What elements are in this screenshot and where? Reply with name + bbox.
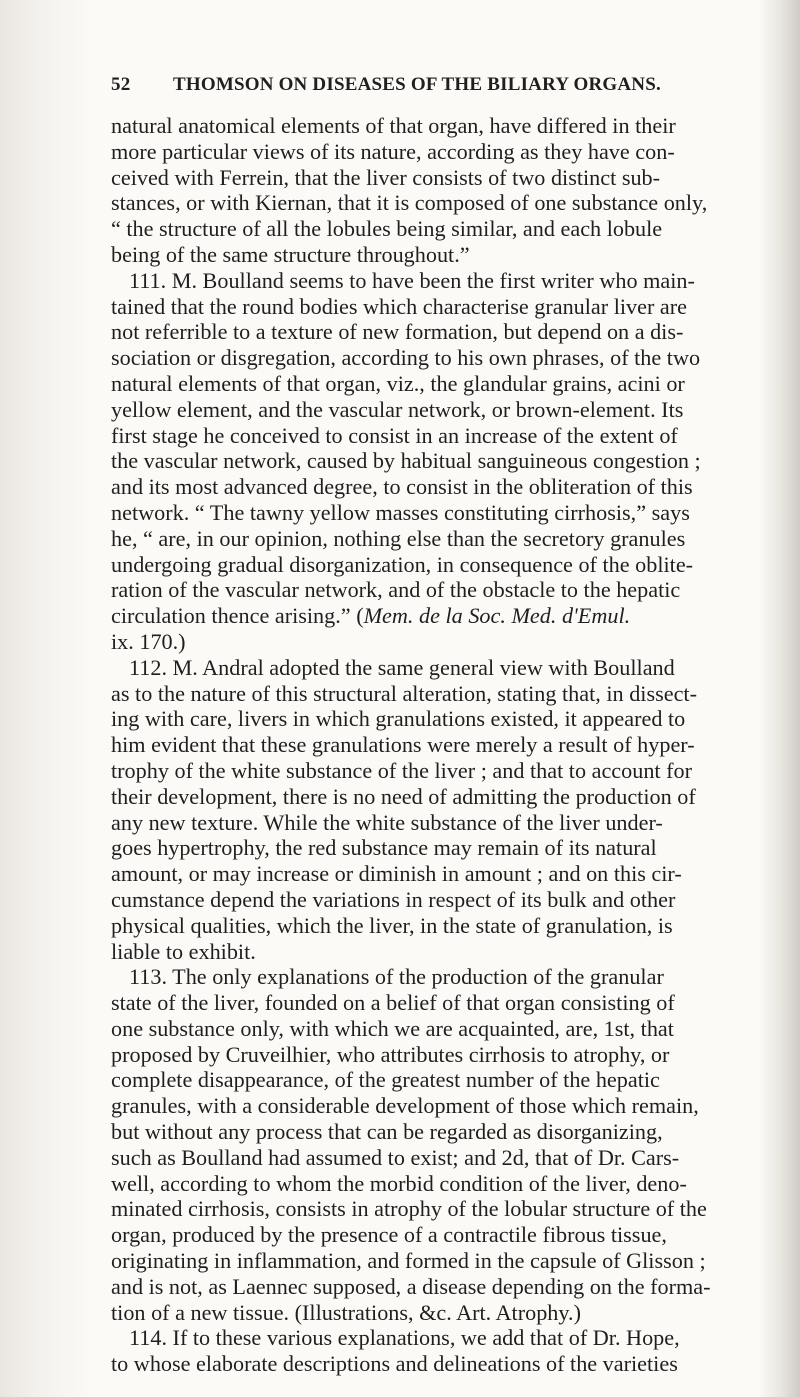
text-line: 114. If to these various explanations, we add that of Dr. Hope, — [129, 1325, 680, 1351]
text-line: sociation or disgregation, according to his own phrases, of the two — [111, 345, 701, 371]
text-line: cumstance depend the variations in respect of its bulk and other — [111, 886, 676, 912]
text-line: state of the liver, founded on a belief of that organ consisting of — [111, 990, 675, 1016]
citation-line — [111, 603, 713, 629]
text-line: being of the same structure throughout.” — [111, 241, 470, 267]
page-number: 52 — [111, 74, 131, 95]
text-line: tion of a new tissue. (Illustrations, &c. Art. Atrophy.) — [111, 1299, 581, 1325]
text-line: organ, produced by the presence of a contractile fibrous tissue, — [111, 1222, 667, 1248]
text-line: granules, with a considerable development of those which remain, — [111, 1093, 699, 1119]
text-line: but without any process that can be regarded as disorganizing, — [111, 1119, 663, 1145]
text-line: first stage he conceived to consist in an increase of the extent of — [111, 422, 678, 448]
text-line: their development, there is no need of admitting the production of — [111, 783, 696, 809]
text-line: he, “ are, in our opinion, nothing else than the secretory granules — [111, 525, 686, 551]
citation-italic: Mem. de la Soc. Med. d'Emul. — [363, 603, 631, 629]
text-line: as to the nature of this structural alteration, stating that, in dissect- — [111, 680, 697, 706]
text-line: 111. M. Boulland seems to have been the first writer who main- — [129, 267, 695, 293]
text-line: liable to exhibit. — [111, 938, 256, 964]
text-line: any new texture. While the white substance of the liver under- — [111, 809, 663, 835]
text-line: ceived with Ferrein, that the liver consists of two distinct sub- — [111, 164, 661, 190]
body-text — [111, 113, 713, 1377]
text-line: undergoing gradual disorganization, in consequence of the oblite- — [111, 551, 694, 577]
text-line: not referrible to a texture of new formation, but depend on a dis- — [111, 319, 684, 345]
text-line: to whose elaborate descriptions and delineations of the varieties — [111, 1351, 678, 1377]
page-header — [111, 74, 691, 102]
text-line: physical qualities, which the liver, in the state of granulation, is — [111, 912, 673, 938]
text-line: ix. 170.) — [111, 628, 186, 654]
text-line: ing with care, livers in which granulations existed, it appeared to — [111, 706, 686, 732]
text-line: ration of the vascular network, and of the obstacle to the hepatic — [111, 577, 681, 603]
text-line: complete disappearance, of the greatest number of the hepatic — [111, 1067, 660, 1093]
text-line: originating in inflammation, and formed in the capsule of Glisson ; — [111, 1248, 706, 1274]
page-right-shadow — [758, 0, 800, 1397]
text-line: proposed by Cruveilhier, who attributes cirrhosis to atrophy, or — [111, 1041, 670, 1067]
text-line: 113. The only explanations of the production of the granular — [129, 964, 664, 990]
citation-text: circulation thence arising.” ( — [111, 603, 364, 629]
text-line: and its most advanced degree, to consist in the obliteration of this — [111, 474, 693, 500]
text-line: amount, or may increase or diminish in amount ; and on this cir- — [111, 861, 682, 887]
text-line: minated cirrhosis, consists in atrophy of the lobular structure of the — [111, 1196, 707, 1222]
text-line: “ the structure of all the lobules being similar, and each lobule — [111, 216, 663, 242]
text-line: such as Boulland had assumed to exist; and 2d, that of Dr. Cars- — [111, 1144, 680, 1170]
text-line: him evident that these granulations were merely a result of hyper- — [111, 732, 695, 758]
text-line: natural anatomical elements of that organ, have differed in their — [111, 113, 676, 138]
text-line: goes hypertrophy, the red substance may remain of its natural — [111, 835, 657, 861]
text-line: stances, or with Kiernan, that it is composed of one substance only, — [111, 190, 708, 216]
text-line: more particular views of its nature, according as they have con- — [111, 138, 675, 164]
running-title: THOMSON ON DISEASES OF THE BILIARY ORGANS. — [173, 74, 661, 95]
text-line: the vascular network, caused by habitual sanguineous congestion ; — [111, 448, 701, 474]
page-left-shadow — [0, 0, 92, 1397]
text-line: trophy of the white substance of the liver ; and that to account for — [111, 757, 693, 783]
text-line: one substance only, with which we are acquainted, are, 1st, that — [111, 1015, 674, 1041]
text-line: 112. M. Andral adopted the same general view with Boulland — [129, 654, 675, 680]
text-line: tained that the round bodies which characterise granular liver are — [111, 293, 688, 319]
text-line: well, according to whom the morbid condition of the liver, deno- — [111, 1170, 687, 1196]
text-line: natural elements of that organ, viz., the glandular grains, acini or — [111, 370, 685, 396]
text-line: network. “ The tawny yellow masses constituting cirrhosis,” says — [111, 499, 690, 525]
text-line: yellow element, and the vascular network, or brown-element. Its — [111, 396, 684, 422]
text-line: and is not, as Laennec supposed, a disease depending on the forma- — [111, 1273, 711, 1299]
